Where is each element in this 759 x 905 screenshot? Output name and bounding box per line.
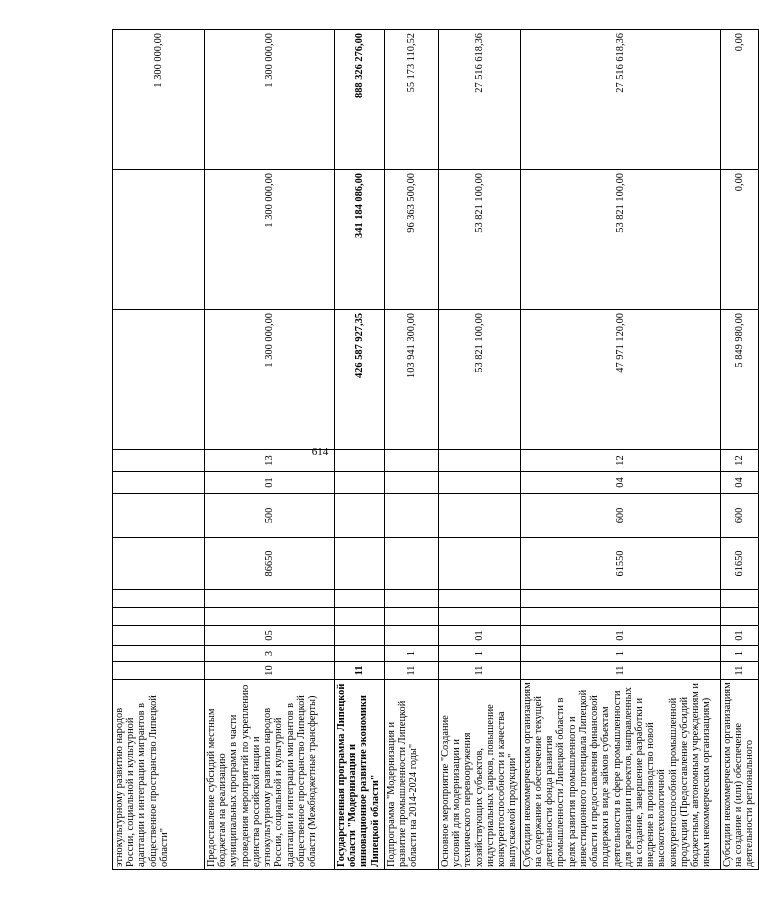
table-row <box>439 30 521 870</box>
section-code: 1 <box>439 646 521 662</box>
subsection-code <box>385 626 439 646</box>
subprogram-code <box>720 590 758 608</box>
budget-section-code <box>335 472 385 494</box>
table-row <box>520 30 720 870</box>
table-body <box>113 30 759 870</box>
budget-subsection-code: 12 <box>520 450 720 472</box>
budget-section-code <box>439 472 521 494</box>
target-article-code: 86650 <box>205 538 335 590</box>
amount-col-3: 888 326 276,00 <box>335 30 385 170</box>
budget-section-code: 04 <box>720 472 758 494</box>
amount-col-2: 1 300 000,00 <box>205 170 335 310</box>
target-article-code <box>335 538 385 590</box>
section-code: 1 <box>720 646 758 662</box>
subprogram-code <box>385 590 439 608</box>
page-number: 614 <box>311 446 329 458</box>
budget-subsection-code <box>439 450 521 472</box>
row-name: Подпрограмма "Модернизация и развитие промышленности Липецкой области на 2014-2024 годы" <box>385 680 439 870</box>
expense-type-code <box>439 494 521 538</box>
subsection-code: 01 <box>439 626 521 646</box>
amount-col-1: 5 849 980,00 <box>720 310 758 450</box>
subprogram-code <box>205 590 335 608</box>
admin-code <box>113 662 205 680</box>
admin-code: 11 <box>439 662 521 680</box>
amount-col-1 <box>113 310 205 450</box>
amount-col-1: 47 971 120,00 <box>520 310 720 450</box>
budget-subsection-code <box>385 450 439 472</box>
program-code <box>720 608 758 626</box>
program-code <box>205 608 335 626</box>
budget-section-code: 04 <box>520 472 720 494</box>
amount-col-2 <box>113 170 205 310</box>
table-row <box>335 30 385 870</box>
amount-col-2: 96 363 500,00 <box>385 170 439 310</box>
budget-table-rotated <box>112 30 756 870</box>
expense-type-code: 500 <box>205 494 335 538</box>
budget-subsection-code: 13 <box>205 450 335 472</box>
amount-col-3: 55 173 110,52 <box>385 30 439 170</box>
subsection-code <box>335 626 385 646</box>
program-code <box>335 608 385 626</box>
table-row <box>385 30 439 870</box>
section-code <box>113 646 205 662</box>
target-article-code <box>385 538 439 590</box>
target-article-code <box>439 538 521 590</box>
section-code <box>335 646 385 662</box>
admin-code: 10 <box>205 662 335 680</box>
amount-col-1: 426 587 927,35 <box>335 310 385 450</box>
expense-type-code: 600 <box>520 494 720 538</box>
program-code <box>520 608 720 626</box>
budget-section-code: 01 <box>205 472 335 494</box>
admin-code: 11 <box>720 662 758 680</box>
subsection-code: 05 <box>205 626 335 646</box>
row-name: Государственная программа Липецкой области "Модернизация и инновационное развитие экономики Липецкой области" <box>335 680 385 870</box>
program-code <box>439 608 521 626</box>
expense-type-code <box>385 494 439 538</box>
budget-section-code <box>385 472 439 494</box>
subprogram-code <box>520 590 720 608</box>
amount-col-1: 53 821 100,00 <box>439 310 521 450</box>
amount-col-2: 53 821 100,00 <box>520 170 720 310</box>
budget-section-code <box>113 472 205 494</box>
admin-code: 11 <box>520 662 720 680</box>
amount-col-1: 103 941 300,00 <box>385 310 439 450</box>
amount-col-3: 1 300 000,00 <box>205 30 335 170</box>
table-row <box>113 30 205 870</box>
expense-type-code <box>335 494 385 538</box>
subsection-code: 01 <box>520 626 720 646</box>
amount-col-3: 27 516 618,36 <box>520 30 720 170</box>
subprogram-code <box>439 590 521 608</box>
subsection-code <box>113 626 205 646</box>
subsection-code: 01 <box>720 626 758 646</box>
amount-col-1: 1 300 000,00 <box>205 310 335 450</box>
amount-col-2: 53 821 100,00 <box>439 170 521 310</box>
amount-col-3: 27 516 618,36 <box>439 30 521 170</box>
budget-subsection-code: 12 <box>720 450 758 472</box>
target-article-code: 61550 <box>520 538 720 590</box>
section-code: 1 <box>385 646 439 662</box>
section-code: 1 <box>520 646 720 662</box>
target-article-code: 61650 <box>720 538 758 590</box>
target-article-code <box>113 538 205 590</box>
budget-table <box>112 29 759 870</box>
section-code: 3 <box>205 646 335 662</box>
program-code <box>385 608 439 626</box>
amount-col-2: 0,00 <box>720 170 758 310</box>
row-name: Субсидии некоммерческим организациям на создание и (или) обеспечение деятельности регионального <box>720 680 758 870</box>
amount-col-3: 1 300 000,00 <box>113 30 205 170</box>
row-name: Субсидии некоммерческим организациям на содержание и обеспечение текущей деятельности фонда развития промышленности Липецкой области в целях развития промышленного и инвестиционного потенциала Липецкой области и предоставления финансовой поддержки в виде займов субъектам деятельности в сфере промышленности для реализации проектов, направленных на создание, завершение разработки и внедрение в производство новой высокотехнологичной конкурентоспособной промышленной продукции (Предоставление субсидий бюджетным, автономным учреждениям и иным некоммерческим организациям) <box>520 680 720 870</box>
subprogram-code <box>113 590 205 608</box>
admin-code: 11 <box>335 662 385 680</box>
admin-code: 11 <box>385 662 439 680</box>
budget-subsection-code <box>335 450 385 472</box>
expense-type-code <box>113 494 205 538</box>
table-row <box>720 30 758 870</box>
subprogram-code <box>335 590 385 608</box>
program-code <box>113 608 205 626</box>
row-name: этнокультурному развитию народов России, социальной и культурной адаптации и интеграции мигрантов в общественное пространство Липецкой области" <box>113 680 205 870</box>
amount-col-3: 0,00 <box>720 30 758 170</box>
expense-type-code: 600 <box>720 494 758 538</box>
amount-col-2: 341 184 086,00 <box>335 170 385 310</box>
table-row <box>205 30 335 870</box>
row-name: Предоставление субсидий местным бюджетам на реализацию муниципальных программ в части проведения мероприятий по укреплению единства российской нации и этнокультурному развитию народов России, социальной и культурной адаптации и интеграции мигрантов в общественное пространство Липецкой области (Межбюджетные трансферты) <box>205 680 335 870</box>
budget-subsection-code <box>113 450 205 472</box>
row-name: Основное мероприятие "Создание условий для модернизации и технического перевооружения хозяйствующих субъектов, индустриальных парков, повышение конкурентоспособности и качества выпускаемой продукции" <box>439 680 521 870</box>
